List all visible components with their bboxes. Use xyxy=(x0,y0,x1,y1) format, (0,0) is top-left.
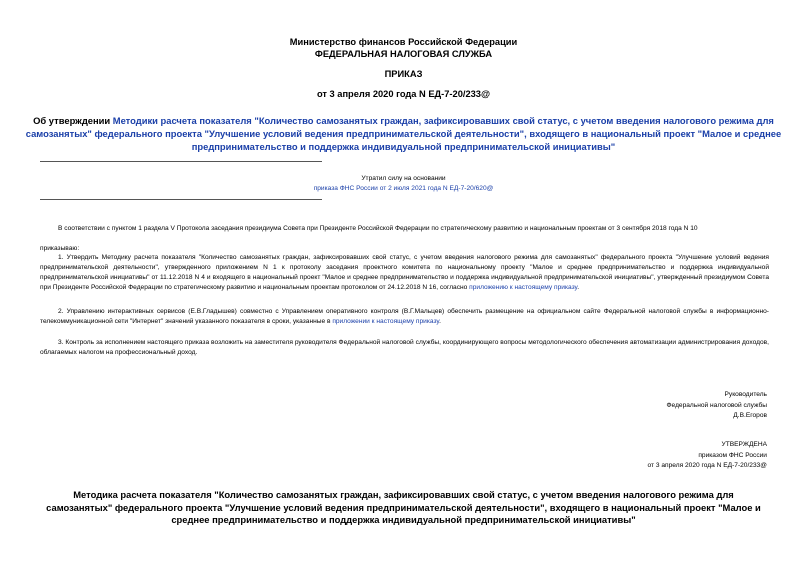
title-prefix: Об утверждении xyxy=(33,115,113,126)
approval-label: УТВЕРЖДЕНА xyxy=(721,441,767,448)
divider-top xyxy=(40,161,322,162)
signature-block xyxy=(467,390,767,422)
service-name: ФЕДЕРАЛЬНАЯ НАЛОГОВАЯ СЛУЖБА xyxy=(314,49,493,59)
signature-title: Руководитель xyxy=(724,391,767,398)
ministry-name: Министерство финансов Российской Федерации xyxy=(289,37,518,47)
item-2-end: . xyxy=(439,318,441,325)
approval-block xyxy=(467,440,767,472)
repeal-order xyxy=(0,184,807,194)
item-1-text: 1. Утвердить Методику расчета показателя "Количество самозанятых граждан, зафиксировавших свой статус, с учетом введения налогового режима для самозанятых" федерального проекта "Улучшение условий ведения предпринимательской деятельности", утвержденного приложением N 1 к протоколу заседания проектного комитета по национальному проекту "Малое и среднее предпринимательство и поддержка индивидуальной предпринимательской инициативы" от 11.12.2018 N 4 и входящего в национальный проект "Малое и среднее предпринимательство и поддержка индивидуальной предпринимательской инициативы", утвержденный президиумом Совета при Президенте Российской Федерации по стратегическому развитию и национальным проектам протоколом от 24.12.2018 N 16, согласно xyxy=(40,254,769,291)
divider-bottom xyxy=(40,199,322,200)
approval-date: от 3 апреля 2020 года N ЕД-7-20/233@ xyxy=(647,462,767,469)
signature-organization: Федеральной налоговой службы xyxy=(666,401,767,409)
order-word: приказываю: xyxy=(40,245,80,252)
document-title xyxy=(20,114,787,153)
order-item-2 xyxy=(40,307,769,327)
repeal-label: Утратил силу на основании xyxy=(361,175,446,182)
order-item-3: 3. Контроль за исполнением настоящего приказа возложить на заместителя руководителя Федеральной налоговой службы, координирующего вопросы методологического обеспечения автоматизации администрирования доходов, облагаемых налогом на профессиональный доход. xyxy=(40,339,769,356)
appendix-title: Методика расчета показателя "Количество самозанятых граждан, зафиксировавших свой статус, с учетом введения налогового режима для самозанятых" федерального проекта "Улучшение условий ведения предпринимательской деятельности", входящего в национальный проект "Малое и среднее предпринимательство и поддержка индивидуальной предпринимательской инициативы" xyxy=(46,489,761,525)
preamble: В соответствии с пунктом 1 раздела V Протокола заседания президиума Совета при Президенте Российской Федерации по стратегическому развитию и национальным проектам от 3 сентября 2018 года N 10 xyxy=(58,225,698,232)
document-type: ПРИКАЗ xyxy=(384,69,423,79)
appendix-link-1[interactable]: приложению к настоящему приказу xyxy=(469,284,578,291)
order-item-1 xyxy=(40,253,769,293)
methodology-link[interactable]: Методики расчета показателя "Количество самозанятых граждан, зафиксировавших свой статус, с учетом введения налогового режима для самозанятых" федерального проекта "Улучшение условий ведения предпринимательской деятельности", входящего в национальный проект "Малое и среднее предпринимательство и поддержка индивидуальной предпринимательской инициативы" xyxy=(25,115,782,152)
document-date-number: от 3 апреля 2020 года N ЕД-7-20/233@ xyxy=(316,89,491,99)
signature-name: Д.В.Егоров xyxy=(733,412,767,419)
approval-order: приказом ФНС России xyxy=(698,451,767,459)
appendix-link-2[interactable]: приложении к настоящему приказу xyxy=(332,318,440,325)
repeal-order-link[interactable]: приказа ФНС России от 2 июля 2021 года N ЕД-7-20/620@ xyxy=(313,185,494,192)
item-2-text: 2. Управлению интерактивных сервисов (Е.В.Гладышев) совместно с Управлением оперативного контроля (В.Г.Мальцев) обеспечить размещение на официальном сайте Федеральной налоговой службы в информационно-телекоммуникационной сети "Интернет" значений указанного показателя в сроки, указанные в xyxy=(40,308,769,325)
item-1-end: . xyxy=(577,284,580,291)
